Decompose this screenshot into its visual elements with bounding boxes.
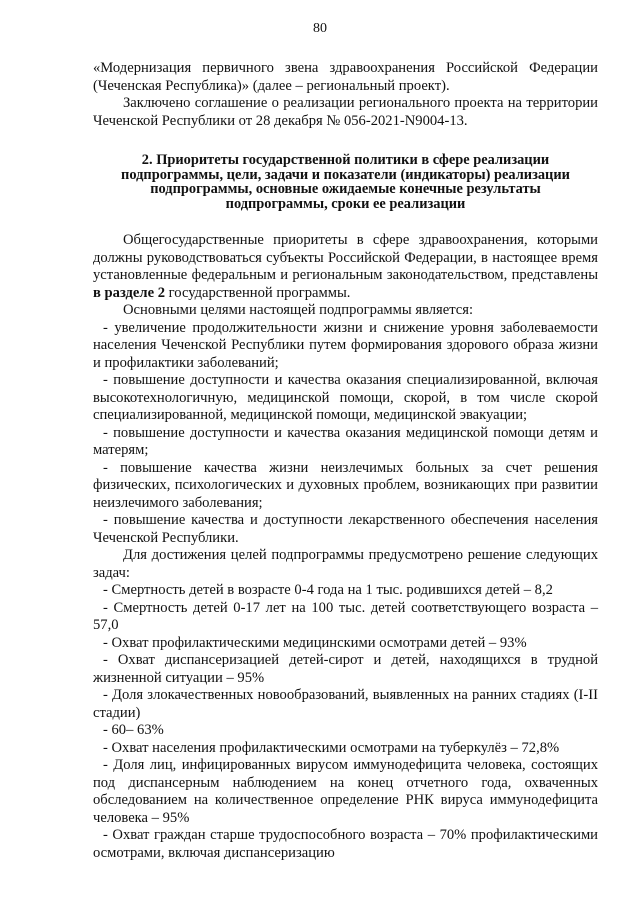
intro-line-2: (Чеченская Республика)» (далее – региональный проект).: [93, 77, 450, 94]
agreement-paragraph: Заключено соглашение о реализации регионального проекта на территории Чеченской Республики от 28 декабря № 056-2021-N9004-13.: [93, 95, 598, 129]
goal-item: - повышение качества жизни неизлечимых больных за счет решения физических, психологических и духовных проблем, возникающих при развитии неизлечимого заболевания;: [93, 459, 598, 511]
task-item: - Доля лиц, инфицированных вирусом иммунодефицита человека, состоящих под диспансерным наблюдением на конец отчетного года, охваченных обследованием на количественное определение РНК вируса иммунодефицита человека – 95%: [93, 757, 598, 826]
intro-line-1: «Модернизация первичного звена здравоохранения Российской Федерации: [93, 60, 598, 76]
page-content: [93, 60, 598, 862]
goal-item: - повышение доступности и качества оказания специализированной, включая высокотехнологичную, медицинской помощи, скорой, в том числе скорой специализированной, медицинской помощи, медицинской эвакуации;: [93, 372, 598, 423]
task-item: - Охват населения профилактическими осмотрами на туберкулёз – 72,8%: [103, 739, 560, 756]
task-item: - Смертность детей в возрасте 0-4 года на 1 тыс. родившихся детей – 8,2: [103, 582, 553, 598]
tasks-intro: Для достижения целей подпрограммы предусмотрено решение следующих задач:: [93, 547, 598, 581]
task-item: - Охват профилактическими медицинскими осмотрами детей – 93%: [103, 634, 527, 651]
task-item: - Охват граждан старше трудоспособного возраста – 70% профилактическими осмотрами, включая диспансеризацию: [93, 827, 598, 861]
priorities-paragraph: [93, 232, 598, 302]
task-item: - Охват диспансеризацией детей-сирот и детей, находящихся в трудной жизненной ситуации – 95%: [93, 652, 598, 686]
goal-item: - повышение доступности и качества оказания медицинской помощи детям и матерям;: [93, 424, 598, 458]
priorities-text: Общегосударственные приоритеты в сфере здравоохранения, которыми должны руководствоваться субъекты Российской Федерации, в настоящее время установленные федеральным и региональным законодательством, представлены: [93, 232, 598, 283]
goal-item: - повышение качества и доступности лекарственного обеспечения населения Чеченской Республики.: [93, 512, 598, 546]
priorities-bold-ref: в разделе 2: [93, 284, 166, 301]
task-item: - Смертность детей 0-17 лет на 100 тыс. детей соответствующего возраста – 57,0: [93, 599, 598, 633]
task-item: - 60– 63%: [103, 722, 164, 738]
heading-line-1: 2. Приоритеты государственной политики в сфере реализации: [141, 152, 550, 168]
page-number: 80: [313, 21, 327, 36]
heading-line-2: подпрограммы, цели, задачи и показатели (индикаторы) реализации: [121, 166, 570, 183]
heading-line-3: подпрограммы, основные ожидаемые конечные результаты: [150, 181, 541, 197]
goal-item: - увеличение продолжительности жизни и снижение уровня заболеваемости населения Чеченской Республики путем формирования здорового образа жизни и профилактики заболеваний;: [93, 319, 598, 371]
section-heading: [93, 153, 598, 211]
task-item: - Доля злокачественных новообразований, выявленных на ранних стадиях (I-II стадии): [93, 687, 598, 721]
heading-line-4: подпрограммы, сроки ее реализации: [225, 195, 466, 212]
goals-intro: Основными целями настоящей подпрограммы является:: [123, 302, 474, 318]
priorities-end: государственной программы.: [165, 284, 351, 301]
